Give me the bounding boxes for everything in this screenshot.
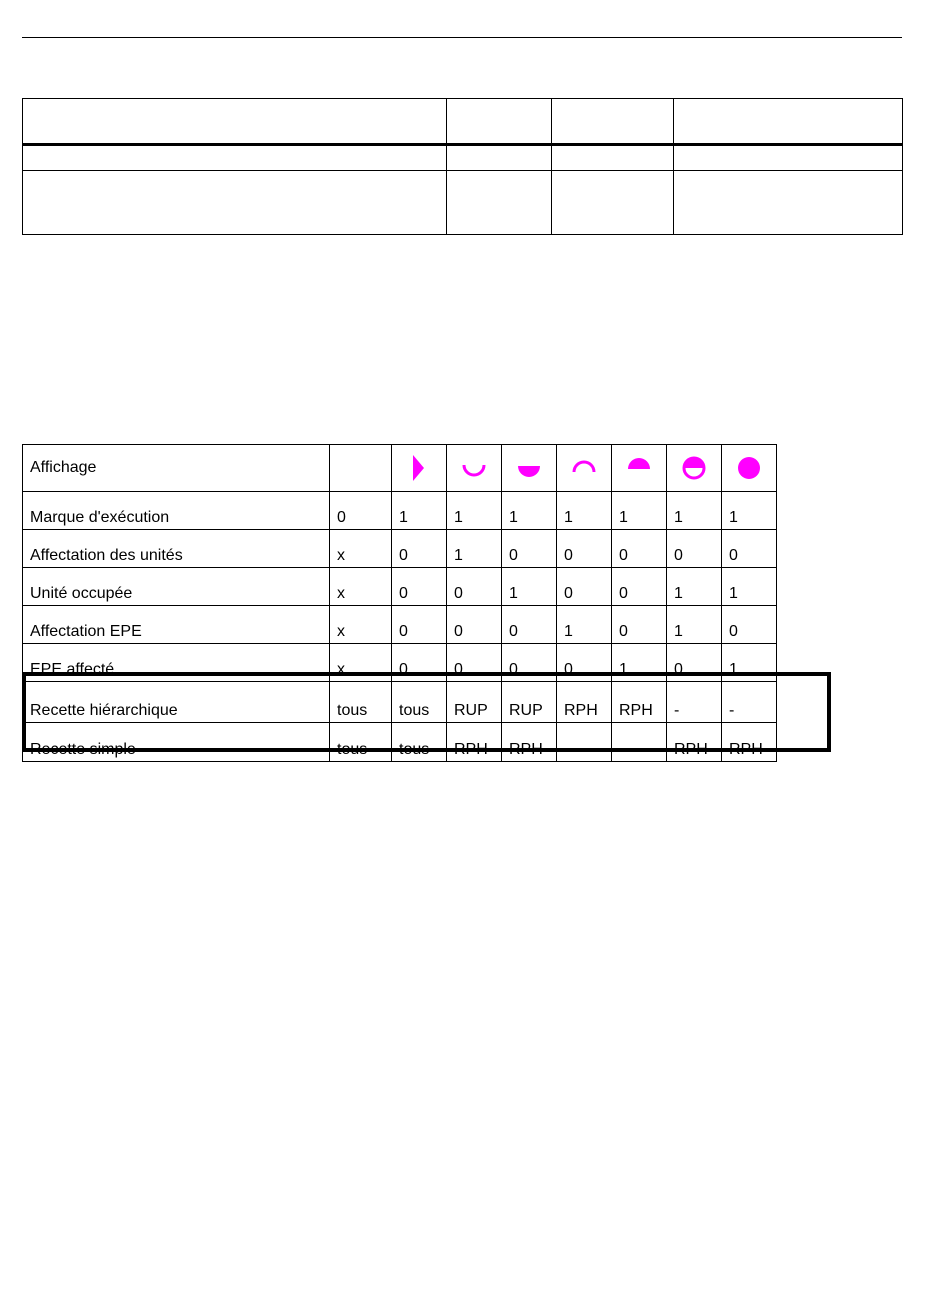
icon-cell xyxy=(502,445,557,492)
form-cell xyxy=(23,171,447,235)
circle-filled-icon xyxy=(734,453,764,483)
bowl-filled-icon xyxy=(514,453,544,483)
row-value: 1 xyxy=(447,492,502,530)
row-value: 0 xyxy=(447,568,502,606)
row-value: 0 xyxy=(392,606,447,644)
form-cell xyxy=(674,99,903,145)
icon-cell xyxy=(447,445,502,492)
table-row xyxy=(23,568,777,606)
form-cell xyxy=(447,171,552,235)
row-value: 0 xyxy=(447,606,502,644)
table-row xyxy=(23,530,777,568)
row-value: - xyxy=(557,723,612,762)
row-value: x xyxy=(330,606,392,644)
row-value: 0 xyxy=(612,606,667,644)
row-value: RUP xyxy=(502,682,557,723)
status-table-wrapper xyxy=(22,444,777,762)
form-cell xyxy=(552,171,674,235)
form-cell xyxy=(552,145,674,171)
row-value: tous xyxy=(330,723,392,762)
row-value: 0 xyxy=(612,530,667,568)
row-value: RPH xyxy=(722,723,777,762)
row-value: 1 xyxy=(722,644,777,682)
table-row xyxy=(23,606,777,644)
header-form-table xyxy=(22,98,903,235)
icon-cell xyxy=(612,445,667,492)
row-value: 1 xyxy=(392,492,447,530)
row-value: 1 xyxy=(502,492,557,530)
row-value: 0 xyxy=(447,644,502,682)
play-triangle-icon xyxy=(409,453,429,483)
status-table xyxy=(22,444,777,762)
header-label: Affichage xyxy=(23,445,330,492)
row-value: RPH xyxy=(612,682,667,723)
row-value: - xyxy=(722,682,777,723)
row-value: 1 xyxy=(722,492,777,530)
form-cell xyxy=(447,145,552,171)
row-value: 0 xyxy=(557,568,612,606)
row-value: RPH xyxy=(667,723,722,762)
icon-cell xyxy=(722,445,777,492)
row-value: 0 xyxy=(722,530,777,568)
row-value: 0 xyxy=(392,644,447,682)
row-value: 0 xyxy=(612,568,667,606)
row-value: 0 xyxy=(502,606,557,644)
cup-outline-icon xyxy=(459,453,489,483)
row-value: 1 xyxy=(667,606,722,644)
row-value: - xyxy=(612,723,667,762)
form-cell xyxy=(23,99,447,145)
row-value: tous xyxy=(392,723,447,762)
row-value: RPH xyxy=(557,682,612,723)
row-label: Marque d'exécution xyxy=(23,492,330,530)
status-header-row xyxy=(23,445,777,492)
form-cell xyxy=(447,99,552,145)
header-empty-cell xyxy=(330,445,392,492)
table-row xyxy=(23,644,777,682)
row-value: 1 xyxy=(557,606,612,644)
row-value: x xyxy=(330,644,392,682)
row-value: RPH xyxy=(447,723,502,762)
row-value: tous xyxy=(392,682,447,723)
row-value: - xyxy=(667,682,722,723)
circle-top-half-icon xyxy=(679,453,709,483)
row-value: 1 xyxy=(667,568,722,606)
row-value: 1 xyxy=(612,492,667,530)
row-value: 0 xyxy=(392,568,447,606)
row-value: tous xyxy=(330,682,392,723)
form-cell xyxy=(552,99,674,145)
row-value: x xyxy=(330,568,392,606)
row-label: Affectation des unités xyxy=(23,530,330,568)
row-label: Recette simple xyxy=(23,723,330,762)
row-value: 1 xyxy=(722,568,777,606)
icon-cell xyxy=(667,445,722,492)
row-value: 1 xyxy=(557,492,612,530)
form-cell xyxy=(674,145,903,171)
row-label: Recette hiérarchique xyxy=(23,682,330,723)
row-label: Affectation EPE xyxy=(23,606,330,644)
row-value: 0 xyxy=(502,644,557,682)
row-value: 1 xyxy=(612,644,667,682)
top-rule xyxy=(22,37,902,38)
row-value: 0 xyxy=(667,530,722,568)
row-label: Unité occupée xyxy=(23,568,330,606)
form-cell xyxy=(23,145,447,171)
table-row xyxy=(23,492,777,530)
icon-cell xyxy=(557,445,612,492)
row-value: RPH xyxy=(502,723,557,762)
row-value: 1 xyxy=(447,530,502,568)
row-value: 0 xyxy=(667,644,722,682)
row-label: EPE affecté xyxy=(23,644,330,682)
row-value: x xyxy=(330,530,392,568)
form-cell xyxy=(674,171,903,235)
row-value: 0 xyxy=(557,530,612,568)
row-value: 0 xyxy=(557,644,612,682)
icon-cell xyxy=(392,445,447,492)
dome-filled-icon xyxy=(624,453,654,483)
row-value: 0 xyxy=(502,530,557,568)
row-value: RUP xyxy=(447,682,502,723)
table-row xyxy=(23,682,777,723)
row-value: 0 xyxy=(392,530,447,568)
row-value: 0 xyxy=(722,606,777,644)
table-row xyxy=(23,723,777,762)
row-value: 1 xyxy=(667,492,722,530)
row-value: 0 xyxy=(330,492,392,530)
arch-outline-icon xyxy=(569,453,599,483)
row-value: 1 xyxy=(502,568,557,606)
